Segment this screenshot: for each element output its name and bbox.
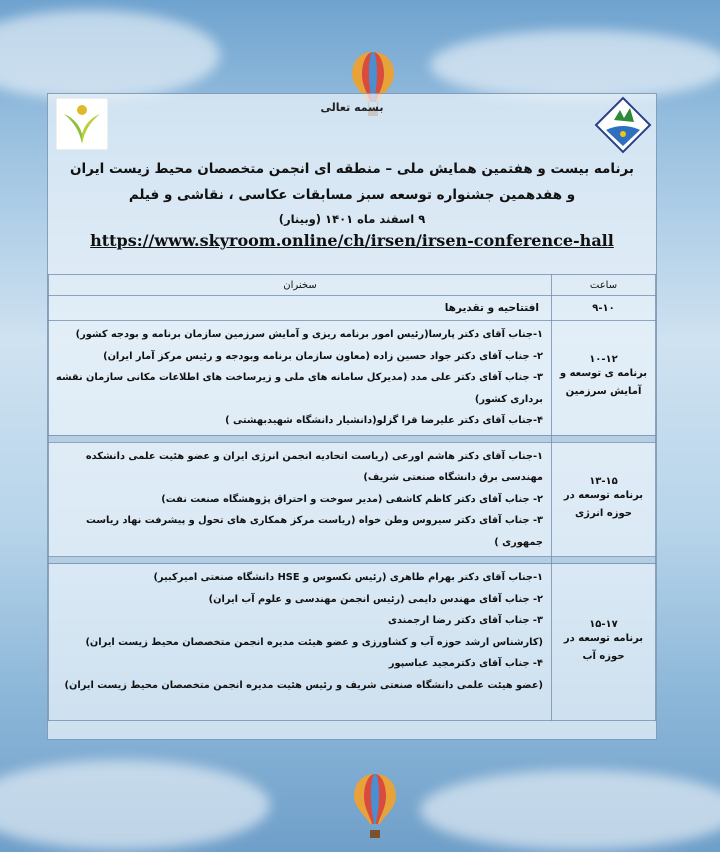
row-divider [49, 557, 656, 564]
schedule-table [48, 274, 656, 721]
session-cell [552, 564, 656, 721]
speaker-item: ۲- جناب آقای دکتر کاظم کاشفی (مدیر سوخت و احتراق پژوهشگاه صنعت نفت) [161, 493, 543, 505]
speaker-item: ۳- جناب آقای دکتر سیروس وطن خواه (ریاست مرکز همکاری های تحول و پیشرفت نهاد ریاست جمهوری ) [86, 515, 543, 548]
speaker-item: ۴- جناب آقای دکترمجید عباسپور [388, 658, 543, 669]
conference-program-document [47, 93, 657, 740]
session-time: ۱۳-۱۵ [589, 475, 618, 487]
program-header [48, 94, 656, 274]
session-time: ۱۰-۱۲ [589, 354, 618, 366]
table-header-row [49, 275, 656, 296]
speaker-item: ۱-جناب آقای دکتر پارسا(رئیس امور برنامه ریزی و آمایش سرزمین سازمان برنامه و بودجه کشور) [75, 329, 543, 340]
speaker-item: (کارشناس ارشد حوزه آب و کشاورزی و عضو هیئت مدیره انجمن متخصصان محیط زیست ایران) [85, 636, 543, 648]
speaker-item: (عضو هیئت علمی دانشگاه صنعتی شریف و رئیس هئیت مدیره انجمن متخصصان محیط زیست ایران) [64, 679, 543, 691]
background-cloud [0, 760, 270, 850]
program-subtitle: و هفدهمین جشنواره توسعه سبز مسابقات عکاسی ، نقاشی و فیلم [128, 187, 576, 203]
speaker-item: ۳- جناب آقای دکتر علی مدد (مدیرکل سامانه های ملی و زیرساخت های اطلاعات مکانی سازمان نقشه برداری کشور) [56, 372, 543, 405]
speaker-item: ۱-جناب آقای دکتر هاشم اورعی (ریاست اتحادیه انجمن انرژی ایران و عضو هئیت علمی دانشکده مهندسی برق دانشگاه صنعتی شریف) [85, 450, 543, 483]
program-title: برنامه بیست و هفتمین همایش ملی – منطقه ای انجمن متخصصان محیط زیست ایران [70, 161, 634, 177]
bismillah-heading: بسمه تعالی [320, 101, 384, 114]
speaker-item: ۲- جناب آقای دکتر جواد حسین زاده (معاون سازمان برنامه وبودجه و رئیس مرکز آمار ایران) [103, 350, 543, 362]
background-cloud [420, 770, 720, 850]
table-row [49, 296, 656, 321]
session-cell [552, 442, 656, 557]
table-row [49, 564, 656, 721]
speaker-item: ۲- جناب آقای مهندس دایمی (رئیس انجمن مهندسی و علوم آب ایران) [208, 593, 543, 605]
session-name: برنامه ی توسعه و آمایش سرزمین [559, 368, 648, 398]
speakers-cell [49, 564, 552, 721]
session-name: برنامه توسعه در حوزه آب [563, 632, 644, 662]
opening-label: افتتاحیه و تقدیرها [49, 296, 552, 321]
background-cloud [430, 30, 720, 100]
hot-air-balloon-icon [352, 772, 398, 842]
session-time: ۱۵-۱۷ [589, 618, 618, 630]
speakers-column-header: سخنران [49, 275, 552, 296]
speaker-item: ۴-جناب آقای دکتر علیرضا قرا گزلو(دانشیار دانشگاه شهیدبهشتی ) [225, 415, 543, 426]
table-row [49, 442, 656, 557]
session-cell [552, 321, 656, 436]
background-cloud [0, 10, 220, 100]
speaker-item: ۳- جناب آقای دکتر رضا ارجمندی [388, 615, 543, 626]
row-divider [49, 435, 656, 442]
event-date: ۹ اسفند ماه ۱۴۰۱ (وبینار) [278, 212, 426, 226]
opening-time: ۹-۱۰ [552, 296, 656, 321]
session-name: برنامه توسعه در حوزه انرژی [563, 489, 644, 519]
time-column-header: ساعت [552, 275, 656, 296]
speakers-cell [49, 321, 552, 436]
webinar-link[interactable]: https://www.skyroom.online/ch/irsen/irsen-conference-hall [90, 231, 614, 250]
table-row [49, 321, 656, 436]
speakers-cell [49, 442, 552, 557]
speaker-item: ۱-جناب آقای دکتر بهرام طاهری (رئیس نکسوس و HSE دانشگاه صنعتی امیرکبیر) [153, 572, 543, 583]
